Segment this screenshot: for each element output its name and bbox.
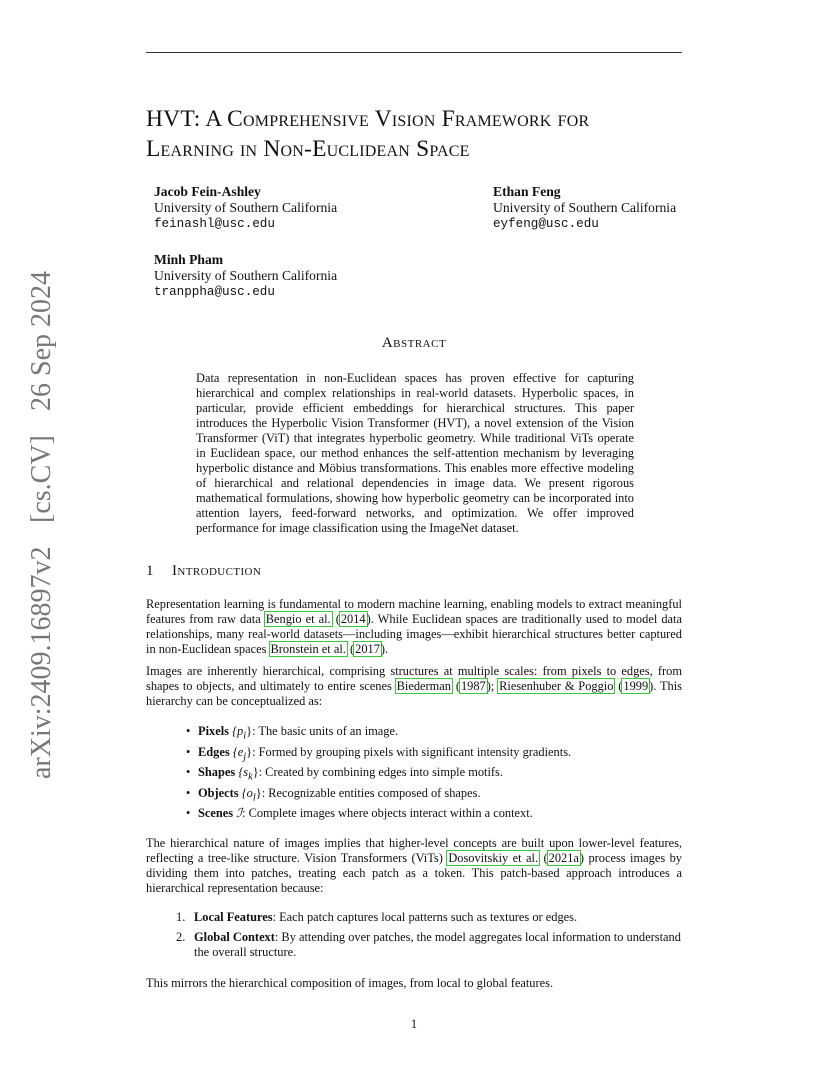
title-line-1: HVT: A Comprehensive Vision Framework for (146, 106, 590, 132)
list-item: 1. Local Features: Each patch captures local patterns such as textures or edges. (176, 910, 578, 924)
list-item: • Scenes ℐ: Complete images where objects interact within a context. (186, 806, 533, 820)
page-number: 1 (410, 1017, 418, 1031)
citation-link[interactable]: Riesenhuber & Poggio (499, 679, 614, 693)
author-name: Ethan Feng (493, 184, 561, 199)
paragraph: Representation learning is fundamental to modern machine learning, enabling models to extract meaningful features from raw data Bengio et al. (2014). While Euclidean spaces are traditionally used to model data relationships, many real-world datasets—including images—exhibit hierarchical structures better captured in non-Euclidean spaces Bronstein et al. (2017). (146, 597, 682, 656)
citation-year-link[interactable]: 2014 (340, 612, 366, 626)
arxiv-id: arXiv:2409.16897v2 (26, 546, 57, 780)
hierarchy-list (186, 724, 686, 827)
author-affiliation: University of Southern California (154, 268, 338, 283)
paragraph: Images are inherently hierarchical, comprising structures at multiple scales: from pixels to edges, from shapes to objects, and ultimately to entire scenes Biederman (1987); Riesenhuber & Poggio (1999). This hierarchy can be conceptualized as: (146, 664, 682, 708)
author-block (154, 184, 337, 232)
author-block (154, 252, 337, 300)
list-item: • Edges $\{e_j\}$: Formed by grouping pixels with significant intensity gradients. (186, 744, 572, 762)
paragraph: This mirrors the hierarchical composition of images, from local to global features. (146, 976, 554, 990)
citation-year-link[interactable]: 2017 (355, 642, 380, 656)
author-email[interactable]: feinashl@usc.edu (154, 217, 275, 231)
author-name: Jacob Fein-Ashley (154, 184, 261, 199)
citation-link[interactable]: Dosovitskiy et al. (448, 851, 539, 865)
citation-year-link[interactable]: 2021a (548, 851, 579, 865)
paper-title (146, 104, 706, 164)
arxiv-category: [cs.CV] (26, 434, 57, 523)
author-affiliation: University of Southern California (154, 200, 338, 215)
author-block (493, 184, 676, 232)
author-affiliation: University of Southern California (493, 200, 677, 215)
abstract-heading: Abstract (381, 335, 447, 351)
title-line-2: Learning in Non-Euclidean Space (146, 136, 470, 162)
list-item: • Pixels $\{p_i\}$: The basic units of an image. (186, 724, 399, 742)
citation-year-link[interactable]: 1999 (623, 679, 649, 693)
citation-year-link[interactable]: 1987 (460, 679, 486, 693)
citation-link[interactable]: Bengio et al. (265, 612, 331, 626)
list-item: • Shapes $\{s_k\}$: Created by combining edges into simple motifs. (186, 765, 503, 783)
author-name: Minh Pham (154, 252, 224, 267)
citation-link[interactable]: Bronstein et al. (270, 642, 346, 656)
section-heading (146, 563, 261, 580)
abstract-text: Data representation in non-Euclidean spaces has proven effective for capturing hierarchical and complex relationships in real-world datasets. Hyperbolic spaces, in particular, provide efficient embeddings for hierarchical structures. This paper introduces the Hyperbolic Vision Transformer (HVT), a novel extension of the Vision Transformer (ViT) that integrates hyperbolic geometry. While traditional ViTs operate in Euclidean space, our method enhances the self-attention mechanism by leveraging hyperbolic distance and Möbius transformations. This enables more effective modeling of hierarchical and relational dependencies in image data. We present rigorous mathematical formulations, showing how hyperbolic geometry can be incorporated into attention layers, feed-forward networks, and optimization. We offer improved performance for image classification using the ImageNet dataset. (196, 371, 634, 535)
author-email[interactable]: tranppha@usc.edu (154, 285, 275, 299)
top-rule (146, 52, 682, 53)
arxiv-identifier (22, 270, 62, 780)
list-item: 2. Global Context: By attending over patches, the model aggregates local information to understand the overall structure. (176, 930, 681, 959)
section-title: Introduction (172, 563, 262, 579)
list-item: • Objects $\{o_l\}$: Recognizable entities composed of shapes. (186, 785, 481, 803)
section-number: 1 (146, 563, 154, 579)
author-email[interactable]: eyfeng@usc.edu (493, 217, 599, 231)
enumerated-list (176, 910, 684, 965)
arxiv-date: 26 Sep 2024 (26, 270, 57, 411)
citation-link[interactable]: Biederman (396, 679, 452, 693)
paragraph: The hierarchical nature of images implies that higher-level concepts are built upon lower-level features, reflecting a tree-like structure. Vision Transformers (ViTs) Dosovitskiy et al. (2021a) process images by dividing them into patches, treating each patch as a token. This patch-based approach introduces a hierarchical representation because: (146, 836, 682, 895)
